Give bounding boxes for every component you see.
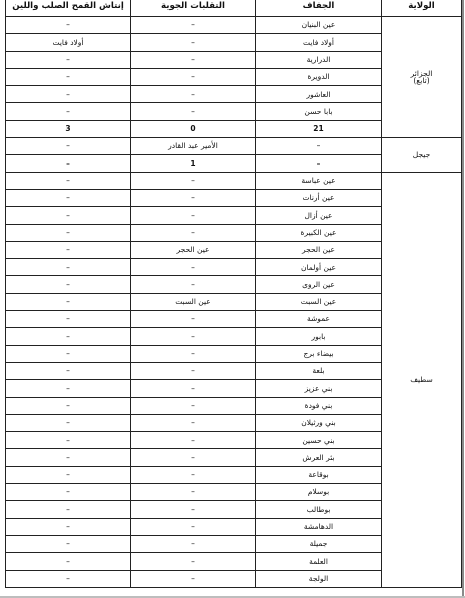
weather-cell: – [131,397,256,414]
table-header-row [6,0,462,17]
wheat-cell: – [6,155,131,172]
weather-cell: – [131,432,256,449]
drought-cell: العلمة [256,553,382,570]
table-row [6,138,462,155]
weather-cell: – [131,86,256,103]
drought-cell: بني حسين [256,432,382,449]
wheat-cell: – [6,484,131,501]
drought-cell: – [256,138,382,155]
weather-cell: عين الحجر [131,241,256,258]
drought-cell: عين البنيان [256,17,382,34]
wheat-cell: – [6,328,131,345]
table-row [6,172,462,189]
weather-cell: – [131,362,256,379]
drought-cell: بابور [256,328,382,345]
header-wheat: إنتاش القمح الصلب واللين [6,0,131,17]
drought-cell: – [256,155,382,172]
wheat-cell: – [6,207,131,224]
weather-cell: – [131,34,256,51]
wilaya-cell [382,138,462,173]
wheat-cell: – [6,51,131,68]
wheat-cell: – [6,224,131,241]
wheat-cell: – [6,86,131,103]
drought-cell: عين الحجر [256,241,382,258]
drought-cell: العاشور [256,86,382,103]
wheat-cell: – [6,535,131,552]
wheat-cell: – [6,345,131,362]
weather-cell: – [131,51,256,68]
page-edge-shadow [462,0,464,598]
wheat-cell: – [6,68,131,85]
wheat-cell: – [6,189,131,206]
table-row [6,17,462,34]
weather-cell: – [131,189,256,206]
wheat-cell: – [6,432,131,449]
weather-cell: – [131,103,256,120]
weather-cell: – [131,207,256,224]
drought-cell: 21 [256,120,382,137]
weather-cell: – [131,449,256,466]
drought-cell: بني عزيز [256,380,382,397]
weather-cell: – [131,259,256,276]
weather-cell: – [131,17,256,34]
wheat-cell: – [6,311,131,328]
drought-cell: عين أزال [256,207,382,224]
drought-cell: أولاد فايت [256,34,382,51]
weather-cell: – [131,345,256,362]
drought-cell: جميلة [256,535,382,552]
drought-cell: بيضاء برج [256,345,382,362]
weather-cell: 1 [131,155,256,172]
weather-cell: – [131,535,256,552]
weather-cell: – [131,172,256,189]
weather-cell: – [131,466,256,483]
drought-cell: بابا حسن [256,103,382,120]
wheat-cell: – [6,241,131,258]
wheat-cell: – [6,397,131,414]
wilaya-name-line: (تابع) [413,76,430,86]
wheat-cell: – [6,276,131,293]
header-wilaya: الولاية [382,0,462,17]
weather-cell: – [131,380,256,397]
drought-cell: بني فودة [256,397,382,414]
drought-cell: بوسلام [256,484,382,501]
weather-cell: عين السبت [131,293,256,310]
weather-cell: 0 [131,120,256,137]
wilaya-cell [382,17,462,138]
weather-cell: – [131,328,256,345]
drought-cell: عموشة [256,311,382,328]
wheat-cell: – [6,414,131,431]
wheat-cell: 3 [6,120,131,137]
drought-cell: بوقاعة [256,466,382,483]
wheat-cell: – [6,449,131,466]
wheat-cell: – [6,518,131,535]
header-weather: التقلبات الجوية [131,0,256,17]
drought-cell: الدهامشة [256,518,382,535]
wheat-cell: – [6,138,131,155]
wheat-cell: أولاد فايت [6,34,131,51]
drought-cell: بلعة [256,362,382,379]
drought-cell: بئر العرش [256,449,382,466]
weather-cell: – [131,553,256,570]
wheat-cell: – [6,466,131,483]
wilaya-name-line: جيجل [412,150,431,160]
weather-cell: الأمير عبد القادر [131,138,256,155]
wheat-cell: – [6,570,131,587]
weather-cell: – [131,518,256,535]
wilaya-cell [382,172,462,587]
wheat-cell: – [6,103,131,120]
drought-cell: عين أولمان [256,259,382,276]
weather-cell: – [131,311,256,328]
wilaya-name-line: سطيف [410,374,433,384]
wheat-cell: – [6,259,131,276]
drought-cell: الدرارية [256,51,382,68]
drought-cell: بني ورثيلان [256,414,382,431]
header-drought: الجفاف [256,0,382,17]
weather-cell: – [131,68,256,85]
wheat-cell: – [6,380,131,397]
drought-cell: عين أرنات [256,189,382,206]
drought-cell: بوطالب [256,501,382,518]
wheat-cell: – [6,172,131,189]
weather-cell: – [131,501,256,518]
wheat-cell: – [6,553,131,570]
drought-cell: عين السبت [256,293,382,310]
drought-cell: الدويرة [256,68,382,85]
weather-cell: – [131,484,256,501]
weather-cell: – [131,276,256,293]
table-body [6,17,462,588]
wilaya-name-line: الجزائر [410,68,433,78]
wheat-cell: – [6,17,131,34]
drought-cell: عين الكبيرة [256,224,382,241]
drought-cell: عين عباسة [256,172,382,189]
drought-cell: عين الروى [256,276,382,293]
weather-cell: – [131,224,256,241]
wheat-cell: – [6,501,131,518]
weather-cell: – [131,570,256,587]
drought-cell: الولجة [256,570,382,587]
wheat-cell: – [6,362,131,379]
wheat-cell: – [6,293,131,310]
weather-cell: – [131,414,256,431]
data-table [5,0,462,588]
